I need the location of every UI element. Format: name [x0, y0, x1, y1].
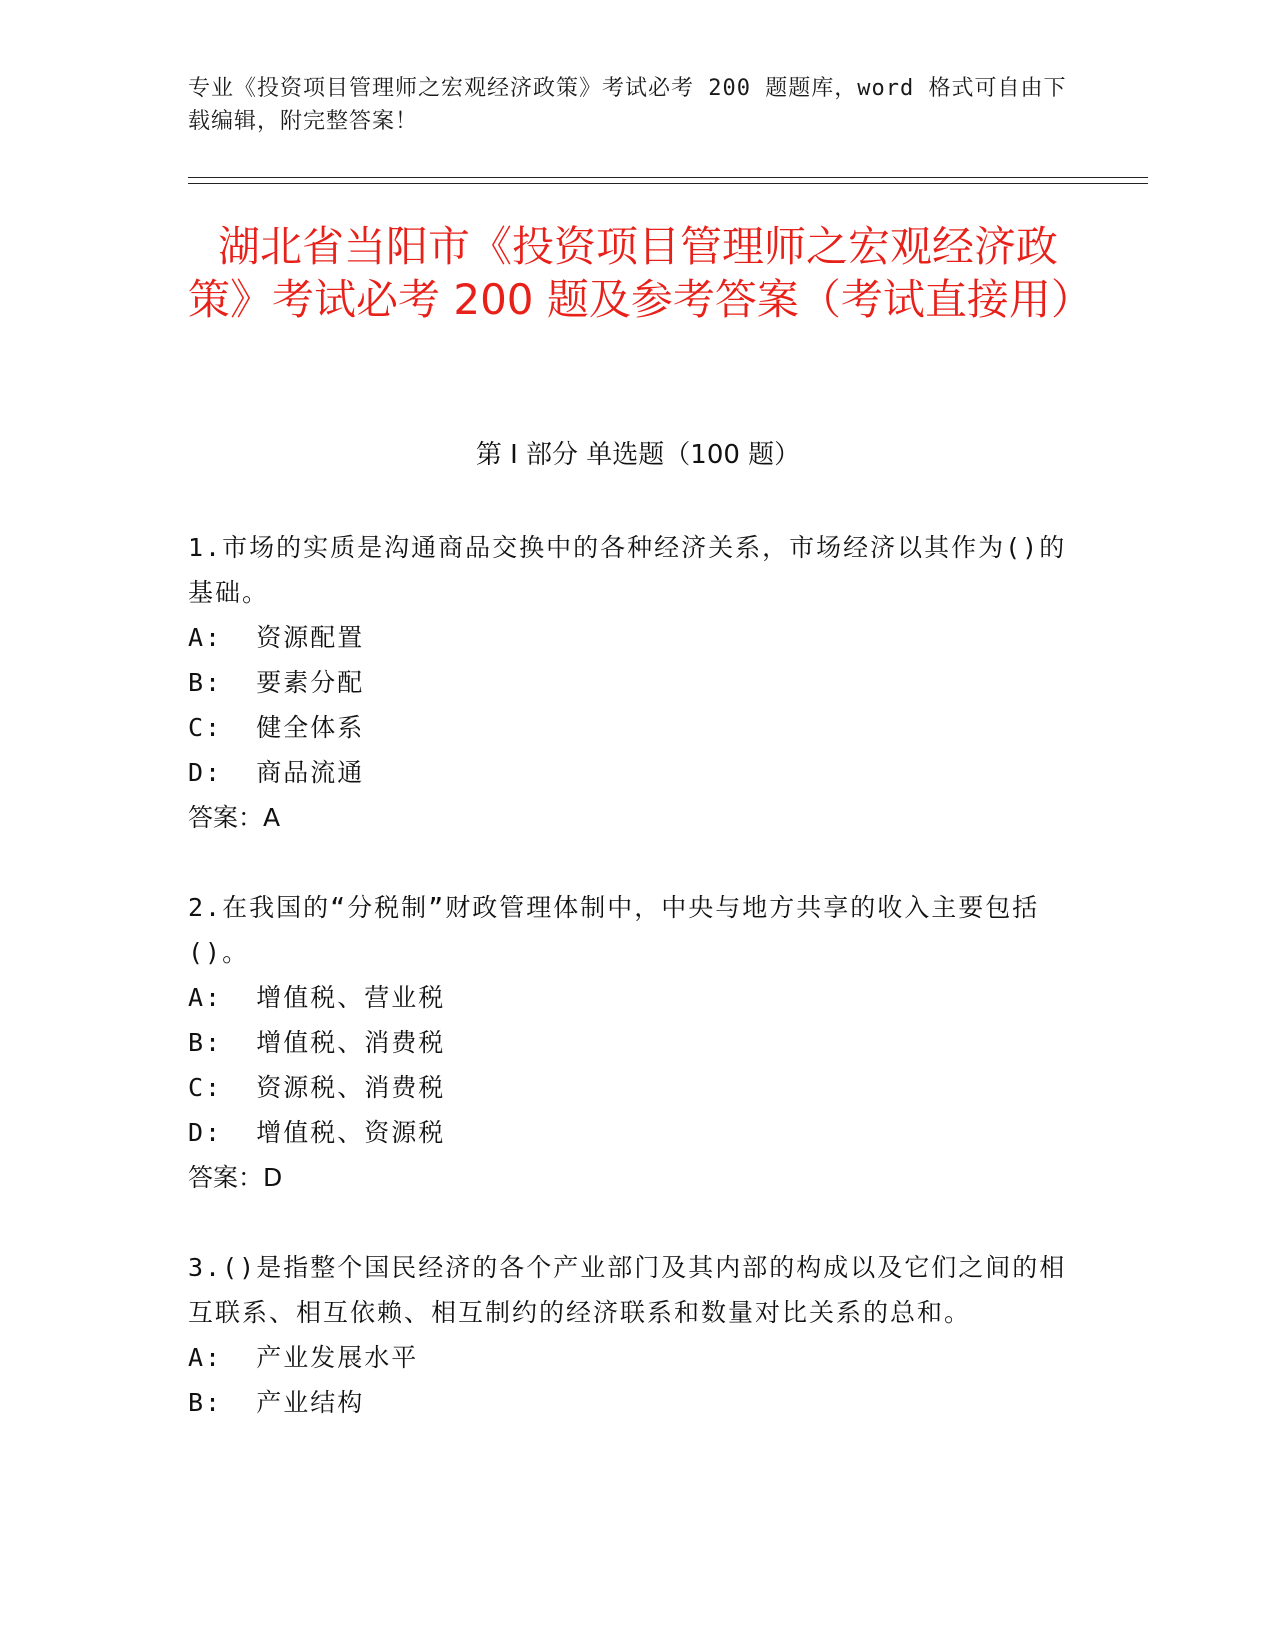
answer-label: 答案：D — [188, 1163, 283, 1192]
option-a: A: 资源配置 — [188, 623, 365, 652]
option-a: A: 产业发展水平 — [188, 1343, 419, 1372]
option-b: B: 增值税、消费税 — [188, 1028, 446, 1057]
question-stem: 1.市场的实质是沟通商品交换中的各种经济关系，市场经济以其作为()的基础。 — [188, 533, 1067, 607]
option-c: C: 健全体系 — [188, 713, 365, 742]
option-b: B: 要素分配 — [188, 668, 365, 697]
question-stem: 3.()是指整个国民经济的各个产业部门及其内部的构成以及它们之间的相互联系、相互依赖、相互制约的经济联系和数量对比关系的总和。 — [188, 1253, 1067, 1327]
question-item — [188, 1245, 1068, 1425]
question-stem: 2.在我国的“分税制”财政管理体制中，中央与地方共享的收入主要包括()。 — [188, 893, 1040, 967]
header-divider-secondary — [188, 183, 1148, 184]
option-d: D: 商品流通 — [188, 758, 365, 787]
header-note: 专业《投资项目管理师之宏观经济政策》考试必考 200 题题库，word 格式可自由下载编辑，附完整答案！ — [188, 76, 1067, 134]
question-item — [188, 885, 1068, 1200]
header-divider — [188, 177, 1148, 178]
option-a: A: 增值税、营业税 — [188, 983, 446, 1012]
question-item — [188, 525, 1068, 840]
option-d: D: 增值税、资源税 — [188, 1118, 446, 1147]
document-title: 湖北省当阳市《投资项目管理师之宏观经济政策》考试必考 200 题及参考答案（考试直接用） — [188, 222, 1093, 324]
section-title: 第 I 部分 单选题（100 题） — [475, 440, 801, 470]
option-b: B: 产业结构 — [188, 1388, 365, 1417]
option-c: C: 资源税、消费税 — [188, 1073, 446, 1102]
answer-label: 答案：A — [188, 803, 281, 832]
